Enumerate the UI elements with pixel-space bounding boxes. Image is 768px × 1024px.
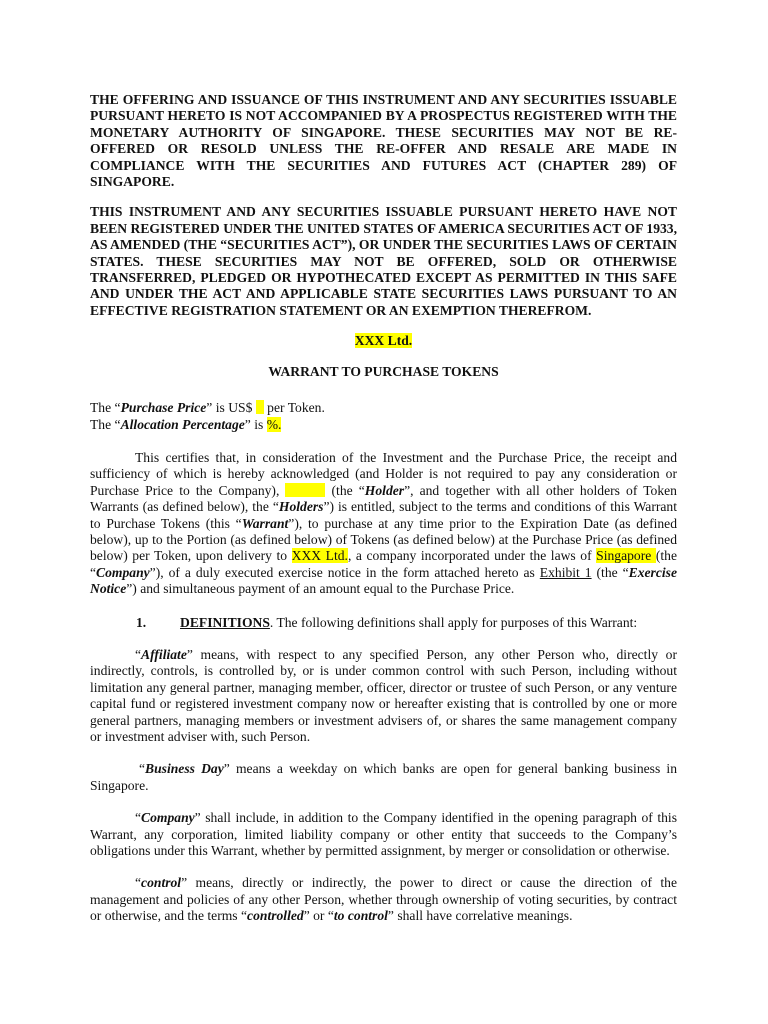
key-terms <box>90 400 677 433</box>
company-name-inline: XXX Ltd. <box>291 548 348 564</box>
holders-term: Holders <box>278 499 324 515</box>
controlled-term: controlled <box>247 908 304 924</box>
document-page <box>90 92 677 925</box>
company-name <box>90 333 677 349</box>
section-title: DEFINITIONS <box>180 614 270 630</box>
purchase-price-blank[interactable] <box>256 400 264 414</box>
company-term: Company <box>96 564 150 580</box>
purchase-price-line: The “Purchase Price” is US$ per Token. <box>90 400 325 416</box>
definition-control: “control” means, directly or indirectly, the power to direct or cause the direction of the management and policies of any other Person, whether through ownership of voting securities, by contract or otherwise, and the terms “controlled” or “to control” shall have correlative meanings. <box>90 875 677 924</box>
exercise-notice-term: Exercise Notice <box>90 564 677 597</box>
definition-business-day: “Business Day” means a weekday on which banks are open for general banking business in Singapore. <box>90 761 677 793</box>
allocation-percentage-term: Allocation Percentage <box>120 416 245 432</box>
allocation-percentage-line: The “Allocation Percentage” is %. <box>90 416 282 432</box>
purchase-price-term: Purchase Price <box>120 400 207 416</box>
business-day-term: Business Day <box>145 761 224 777</box>
section-number: 1. <box>136 614 147 630</box>
section-1-heading: 1. DEFINITIONS. The following definitions shall apply for purposes of this Warrant: <box>136 614 638 630</box>
singapore-legend: THE OFFERING AND ISSUANCE OF THIS INSTRUMENT AND ANY SECURITIES ISSUABLE PURSUANT HERETO IS NOT ACCOMPANIED BY A PROSPECTUS REGISTERED WITH THE MONETARY AUTHORITY OF SINGAPORE. THESE SECURITIES MAY NOT BE RE-OFFERED OR RESOLD UNLESS THE RE-OFFER AND RESALE ARE MADE IN COMPLIANCE WITH THE SECURITIES AND FUTURES ACT (CHAPTER 289) OF SINGAPORE. <box>90 92 677 190</box>
definition-company: “Company” shall include, in addition to the Company identified in the opening paragraph of this Warrant, any corporation, limited liability company or other entity that succeeds to the Company’s obligations under this Warrant, whether by permitted assignment, by merger or consolidation or otherwise. <box>90 810 677 859</box>
intro-paragraph: This certifies that, in consideration of the Investment and the Purchase Price, the receipt and sufficiency of which is hereby acknowledged (and Holder is not required to pay any consideration or Purchase Price to the Company), (the “Holder”, and together with all other holders of Token Warrants (as defined below), the “Holders”) is entitled, subject to the terms and conditions of this Warrant to Purchase Tokens (this “Warrant”), to purchase at any time prior to the Expiration Date (as defined below), up to the Portion (as defined below) of Tokens (as defined below) at the Purchase Price (as defined below) per Token, upon delivery to XXX Ltd., a company incorporated under the laws of Singapore (the “Company”), of a duly executed exercise notice in the form attached hereto as Exhibit 1 (the “Exercise Notice”) and simultaneous payment of an amount equal to the Purchase Price. <box>90 449 678 597</box>
exhibit-1-link: Exhibit 1 <box>539 564 592 580</box>
definition-affiliate: “Affiliate” means, with respect to any specified Person, any other Person who, directly or indirectly, controls, is controlled by, or is under common control with such Person, including without limitation any general partner, managing member, officer, director or trustee of such Person, or any venture capital fund or registered investment company now or hereafter existing that is controlled by one or more general partners, managing members or investment advisers of, or shares the same management company or investment adviser with, such Person. <box>90 646 677 744</box>
allocation-percentage-value[interactable]: %. <box>266 416 282 432</box>
holder-name-blank[interactable] <box>285 483 325 497</box>
affiliate-term: Affiliate <box>141 646 187 662</box>
jurisdiction-inline: Singapore <box>596 548 656 564</box>
holder-term: Holder <box>364 482 405 498</box>
to-control-term: to control <box>333 908 388 924</box>
document-title: WARRANT TO PURCHASE TOKENS <box>268 363 499 379</box>
control-term: control <box>141 875 182 891</box>
company-definition-term: Company <box>141 810 195 826</box>
warrant-term: Warrant <box>241 515 289 531</box>
company-name-highlight: XXX Ltd. <box>354 333 413 349</box>
us-securities-legend: THIS INSTRUMENT AND ANY SECURITIES ISSUABLE PURSUANT HERETO HAVE NOT BEEN REGISTERED UNDER THE UNITED STATES OF AMERICA SECURITIES ACT OF 1933, AS AMENDED (THE “SECURITIES ACT”), OR UNDER THE SECURITIES LAWS OF CERTAIN STATES. THESE SECURITIES MAY NOT BE OFFERED, SOLD OR OTHERWISE TRANSFERRED, PLEDGED OR HYPOTHECATED EXCEPT AS PERMITTED IN THIS SAFE AND UNDER THE ACT AND APPLICABLE STATE SECURITIES LAWS PURSUANT TO AN EFFECTIVE REGISTRATION STATEMENT OR AN EXEMPTION THEREFROM. <box>90 204 677 318</box>
